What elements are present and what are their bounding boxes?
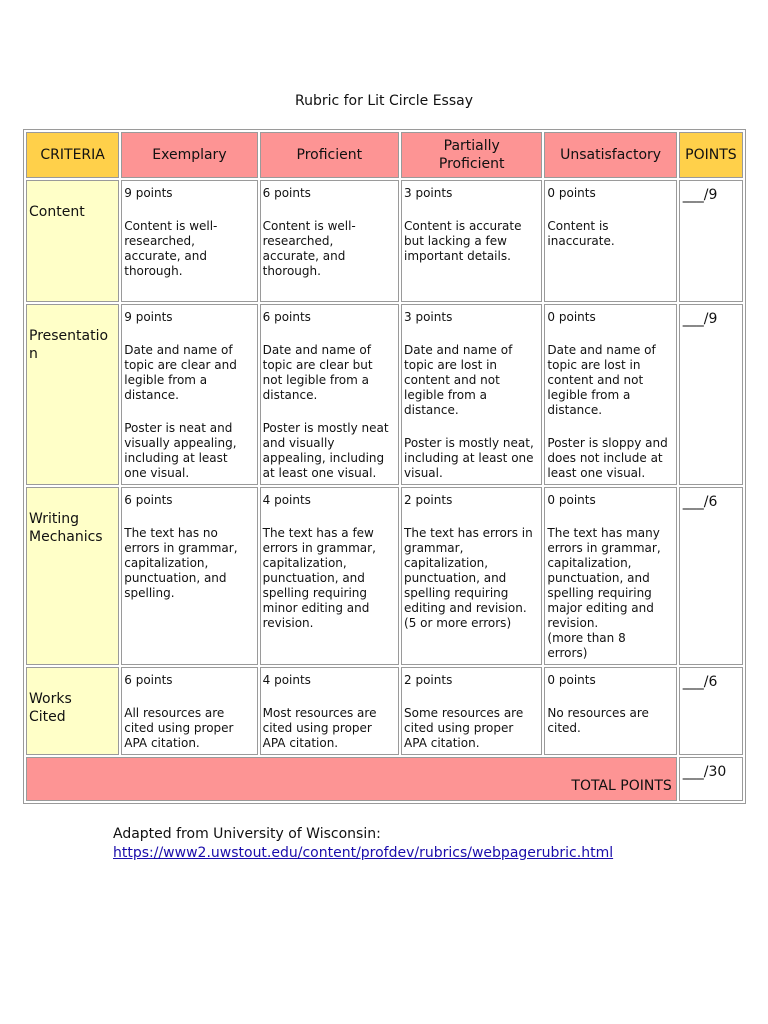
points-label: 4 points — [262, 673, 311, 687]
attribution-text: Adapted from University of Wisconsin: — [113, 826, 381, 842]
rubric-cell — [260, 667, 399, 755]
descriptor-text: Some resources are cited using proper APA citation. — [404, 706, 524, 750]
total-label-cell — [26, 757, 677, 801]
points-label: 2 points — [404, 493, 453, 507]
descriptor-text: All resources are cited using proper APA citation. — [124, 706, 234, 750]
rubric-table — [23, 129, 746, 804]
descriptor-text: Content is well- researched, accurate, and thorough. — [262, 219, 356, 278]
descriptor-text: No resources are cited. — [547, 706, 649, 735]
document-title: Rubric for Lit Circle Essay — [294, 93, 474, 109]
score-cell — [679, 487, 743, 665]
descriptor-text: Date and name of topic are clear but not legible from a distance. — [262, 343, 373, 402]
descriptor-text: Content is well- researched, accurate, and thorough. — [124, 219, 218, 278]
rubric-cell — [544, 487, 676, 665]
descriptor-text: Poster is sloppy and does not include at least one visual. — [547, 436, 668, 480]
score-blank: ___/9 — [682, 187, 718, 203]
descriptor-text: Content is accurate but lacking a few important details. — [404, 219, 522, 263]
total-score-cell — [679, 757, 743, 801]
descriptor-text: Poster is mostly neat, including at least one visual. — [404, 436, 534, 480]
criterion-label: Works Cited — [29, 691, 72, 725]
score-cell — [679, 304, 743, 485]
header-unsatisfactory: Unsatisfactory — [544, 132, 676, 178]
descriptor-text: Most resources are cited using proper APA citation. — [262, 706, 377, 750]
points-label: 0 points — [547, 186, 596, 200]
rubric-cell — [121, 487, 257, 665]
points-label: 4 points — [262, 493, 311, 507]
points-label: 9 points — [124, 310, 173, 324]
footer — [113, 825, 613, 863]
rubric-cell — [401, 180, 542, 302]
descriptor-text: The text has a few errors in grammar, capitalization, punctuation, and spelling requiring minor editing and revision. — [262, 526, 376, 630]
rubric-cell — [401, 304, 542, 485]
points-label: 2 points — [404, 673, 453, 687]
rubric-cell — [260, 487, 399, 665]
points-label: 3 points — [404, 310, 453, 324]
rubric-cell — [260, 180, 399, 302]
points-label: 0 points — [547, 673, 596, 687]
criterion-label: Writing Mechanics — [29, 511, 103, 545]
criterion-cell — [26, 304, 119, 485]
descriptor-text: The text has no errors in grammar, capitalization, punctuation, and spelling. — [124, 526, 238, 600]
rubric-cell — [260, 304, 399, 485]
score-blank: ___/9 — [682, 311, 718, 327]
criterion-cell — [26, 180, 119, 302]
score-cell — [679, 667, 743, 755]
points-label: 6 points — [262, 310, 311, 324]
points-label: 6 points — [262, 186, 311, 200]
descriptor-text: Poster is mostly neat and visually appealing, including at least one visual. — [262, 421, 389, 480]
points-label: 3 points — [404, 186, 453, 200]
rubric-row-content — [26, 180, 743, 302]
score-blank: ___/6 — [682, 674, 718, 690]
points-label: 9 points — [124, 186, 173, 200]
descriptor-text: Content is inaccurate. — [547, 219, 615, 248]
rubric-row-works-cited — [26, 667, 743, 755]
rubric-cell — [401, 667, 542, 755]
source-link[interactable]: https://www2.uwstout.edu/content/profdev/rubrics/webpagerubric.html — [113, 845, 614, 861]
descriptor-text: The text has many errors in grammar, capitalization, punctuation, and spelling requiring major editing and revision. (more than 8 errors) — [547, 526, 661, 660]
criterion-cell — [26, 667, 119, 755]
score-blank: ___/6 — [682, 494, 718, 510]
descriptor-text: Poster is neat and visually appealing, including at least one visual. — [124, 421, 237, 480]
total-points-label: TOTAL POINTS — [571, 778, 672, 794]
header-criteria: CRITERIA — [26, 132, 119, 178]
descriptor-text: Date and name of topic are lost in content and not legible from a distance. — [547, 343, 656, 417]
rubric-row-presentation — [26, 304, 743, 485]
rubric-cell — [121, 180, 257, 302]
rubric-cell — [544, 304, 676, 485]
points-label: 0 points — [547, 493, 596, 507]
descriptor-text: Date and name of topic are clear and legible from a distance. — [124, 343, 237, 402]
rubric-row-writing-mechanics — [26, 487, 743, 665]
rubric-cell — [401, 487, 542, 665]
points-label: 6 points — [124, 493, 173, 507]
criterion-label: Presentatio n — [29, 328, 109, 362]
criterion-cell — [26, 487, 119, 665]
descriptor-text: Date and name of topic are lost in content and not legible from a distance. — [404, 343, 513, 417]
header-proficient: Proficient — [260, 132, 399, 178]
descriptor-text: The text has errors in grammar, capitalization, punctuation, and spelling requiring editing and revision. (5 or more errors) — [404, 526, 533, 630]
rubric-cell — [544, 667, 676, 755]
rubric-cell — [544, 180, 676, 302]
header-points: POINTS — [679, 132, 743, 178]
header-partially-proficient: Partially Proficient — [401, 132, 542, 178]
points-label: 0 points — [547, 310, 596, 324]
header-row — [26, 132, 743, 178]
total-row — [26, 757, 743, 801]
header-exemplary: Exemplary — [121, 132, 257, 178]
rubric-cell — [121, 667, 257, 755]
score-cell — [679, 180, 743, 302]
points-label: 6 points — [124, 673, 173, 687]
criterion-label: Content — [29, 204, 85, 220]
total-score-blank: ___/30 — [682, 764, 727, 780]
rubric-cell — [121, 304, 257, 485]
